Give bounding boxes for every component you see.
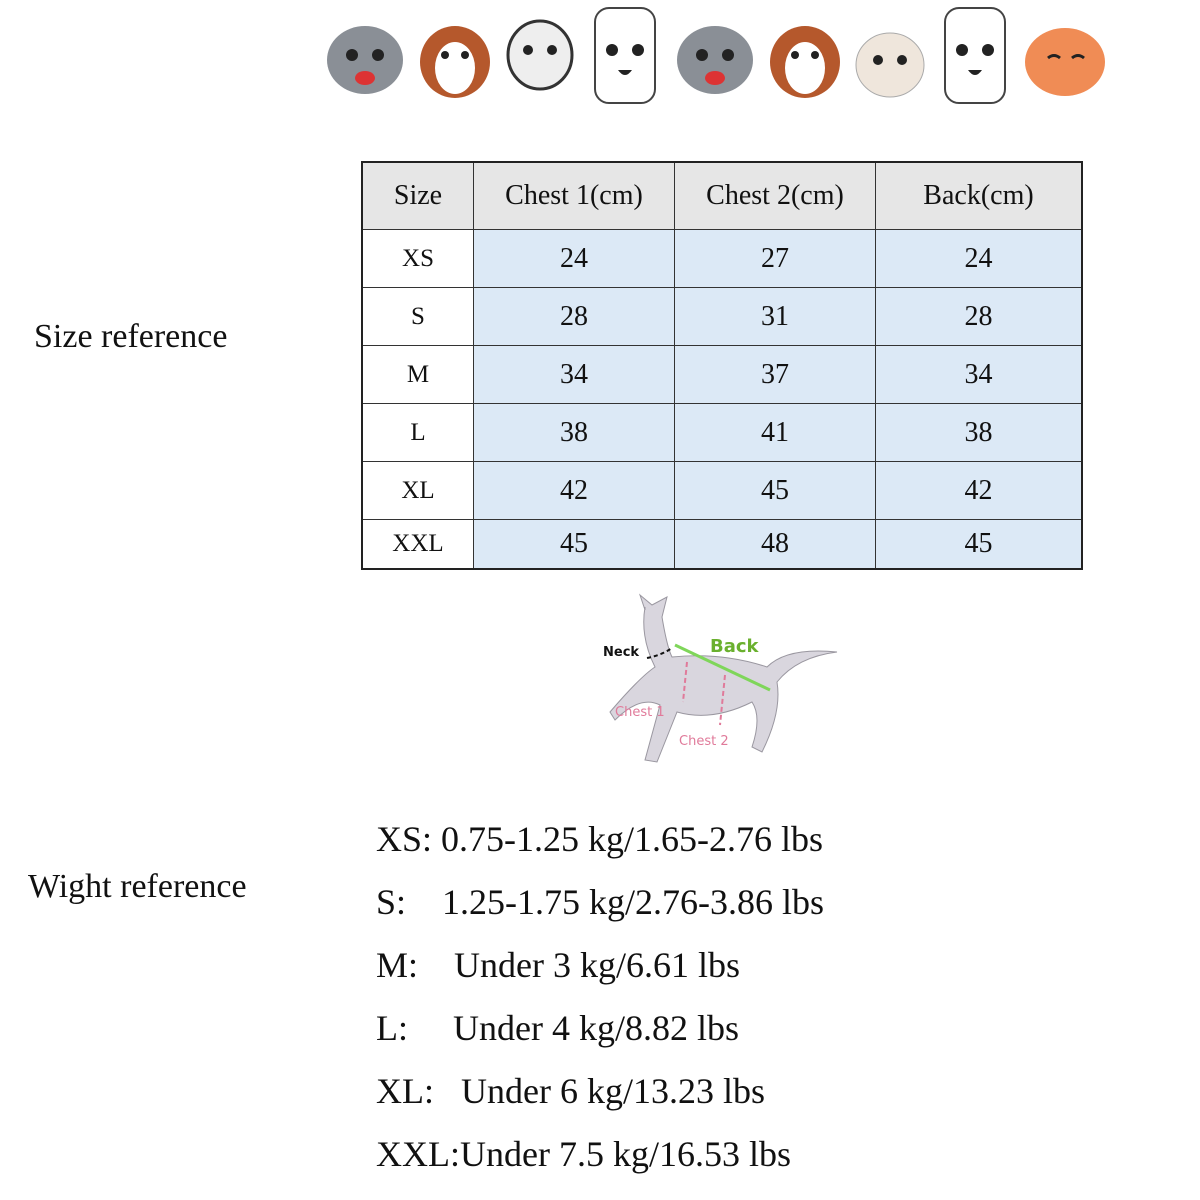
back-cell: 42 bbox=[876, 462, 1083, 520]
neck-label: Neck bbox=[603, 645, 640, 660]
cartoon-pets-banner bbox=[320, 0, 1125, 115]
chest1-cell: 24 bbox=[474, 230, 675, 288]
weight-line: L: Under 4 kg/8.82 lbs bbox=[376, 1008, 739, 1048]
size-cell: XL bbox=[362, 462, 474, 520]
header-chest2: Chest 2(cm) bbox=[675, 162, 876, 230]
chest2-cell: 45 bbox=[675, 462, 876, 520]
size-cell: XS bbox=[362, 230, 474, 288]
table-row bbox=[362, 462, 1082, 520]
back-cell: 45 bbox=[876, 520, 1083, 570]
header-back: Back(cm) bbox=[876, 162, 1083, 230]
weight-reference-label: Wight reference bbox=[28, 868, 247, 905]
siamese-cat-illustration bbox=[856, 33, 924, 97]
chest2-cell: 27 bbox=[675, 230, 876, 288]
chest2-cell: 48 bbox=[675, 520, 876, 570]
back-cell: 34 bbox=[876, 346, 1083, 404]
chest2-label: Chest 2 bbox=[679, 734, 729, 749]
size-chart-table bbox=[361, 161, 1083, 570]
gray-cat-illustration bbox=[677, 26, 753, 94]
size-cell: XXL bbox=[362, 520, 474, 570]
chest1-cell: 34 bbox=[474, 346, 675, 404]
table-row bbox=[362, 346, 1082, 404]
chest2-cell: 37 bbox=[675, 346, 876, 404]
size-reference-label: Size reference bbox=[34, 318, 228, 355]
table-row bbox=[362, 404, 1082, 462]
cat-measurement-diagram bbox=[595, 590, 855, 775]
orange-cat-illustration bbox=[1025, 28, 1105, 96]
size-cell: M bbox=[362, 346, 474, 404]
back-label: Back bbox=[710, 636, 759, 657]
white-dog-illustration bbox=[595, 8, 655, 103]
brown-dog-illustration bbox=[420, 26, 490, 98]
back-cell: 28 bbox=[876, 288, 1083, 346]
table-row bbox=[362, 230, 1082, 288]
bulldog-illustration bbox=[508, 21, 572, 89]
chest1-label: Chest 1 bbox=[615, 705, 665, 720]
white-dog-illustration bbox=[945, 8, 1005, 103]
brown-dog-illustration bbox=[770, 26, 840, 98]
header-chest1: Chest 1(cm) bbox=[474, 162, 675, 230]
size-cell: S bbox=[362, 288, 474, 346]
weight-line: XL: Under 6 kg/13.23 lbs bbox=[376, 1071, 765, 1111]
chest2-cell: 41 bbox=[675, 404, 876, 462]
gray-cat-illustration bbox=[327, 26, 403, 94]
chest1-cell: 42 bbox=[474, 462, 675, 520]
chest2-cell: 31 bbox=[675, 288, 876, 346]
weight-line: S: 1.25-1.75 kg/2.76-3.86 lbs bbox=[376, 882, 825, 922]
table-row bbox=[362, 288, 1082, 346]
back-cell: 38 bbox=[876, 404, 1083, 462]
chest1-cell: 45 bbox=[474, 520, 675, 570]
table-header-row bbox=[362, 162, 1082, 230]
header-size: Size bbox=[362, 162, 474, 230]
chest1-cell: 28 bbox=[474, 288, 675, 346]
size-cell: L bbox=[362, 404, 474, 462]
table-row bbox=[362, 520, 1082, 570]
back-cell: 24 bbox=[876, 230, 1083, 288]
weight-line: XS: 0.75-1.25 kg/1.65-2.76 lbs bbox=[376, 819, 824, 859]
chest1-cell: 38 bbox=[474, 404, 675, 462]
weight-line: XXL:Under 7.5 kg/16.53 lbs bbox=[376, 1134, 791, 1174]
weight-line: M: Under 3 kg/6.61 lbs bbox=[376, 945, 740, 985]
